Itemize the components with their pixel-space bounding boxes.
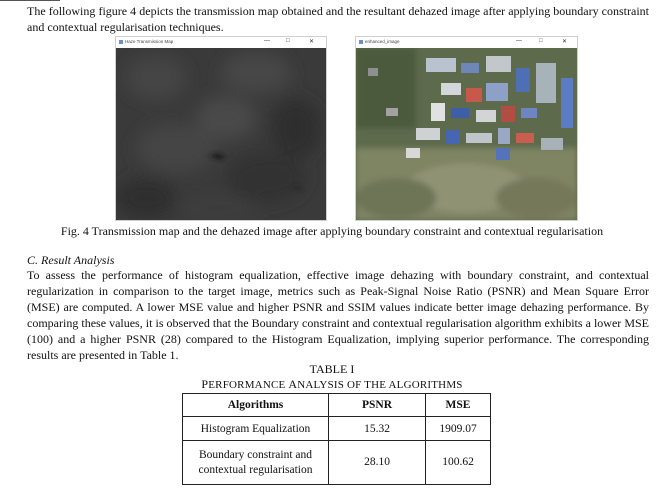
transmission-map-graphic xyxy=(116,48,326,220)
header-rule xyxy=(0,0,60,1)
maximize-icon[interactable]: □ xyxy=(286,38,290,44)
app-icon xyxy=(119,40,123,44)
transmission-map-image xyxy=(116,48,326,220)
table-header-row xyxy=(183,394,491,417)
window-title: enhanced_image xyxy=(365,39,400,44)
transmission-map-window[interactable] xyxy=(115,36,327,221)
psnr-cell: 28.10 xyxy=(329,441,426,485)
close-icon[interactable]: ✕ xyxy=(562,39,568,45)
close-icon[interactable]: ✕ xyxy=(309,39,315,45)
mse-cell: 1909.07 xyxy=(426,417,491,441)
table-name-initial: P xyxy=(201,377,209,391)
dehazed-image xyxy=(356,48,577,220)
header-psnr: PSNR xyxy=(329,394,426,417)
minimize-icon[interactable]: — xyxy=(516,38,522,44)
algorithm-cell: Histogram Equalization xyxy=(183,417,329,441)
table-label: TABLE I xyxy=(309,362,355,376)
minimize-icon[interactable]: — xyxy=(264,38,270,44)
header-mse: MSE xyxy=(426,394,491,417)
algorithm-cell: Boundary constraint and contextual regularisation xyxy=(183,441,329,485)
figure-caption: Fig. 4 Transmission map and the dehazed image after applying boundary constraint and contextual regularisation xyxy=(60,224,604,238)
table-row xyxy=(183,417,491,441)
header-algorithms: Algorithms xyxy=(183,394,329,417)
section-heading: C. Result Analysis xyxy=(27,253,115,267)
title-bar[interactable] xyxy=(356,37,577,48)
dehazed-aerial-graphic xyxy=(356,48,577,220)
app-icon xyxy=(359,40,363,44)
enhanced-image-window[interactable] xyxy=(355,36,578,221)
psnr-cell: 15.32 xyxy=(329,417,426,441)
table-name-part: ERFORMANCE xyxy=(208,379,289,391)
result-analysis-paragraph: To assess the performance of histogram equalization, effective image dehazing with boundary constraint, and contextual regularization in comparison to the target image, metrics such as Peak-Signal Noise Ratio (PSNR) and Mean Square Error (MSE) are computed. A lower MSE value and higher PSNR and SSIM values indicate better image dehazing performance. By comparing these values, it is observed that the Boundary constraint and contextual regularisation algorithm exhibits a lower MSE (100) and a higher PSNR (28) compared to the Histogram Equalization, implying superior performance. The corresponding results are presented in Table 1. xyxy=(27,268,649,362)
title-bar[interactable] xyxy=(116,37,326,48)
mse-cell: 100.62 xyxy=(426,441,491,485)
table-name-initial: A xyxy=(288,377,298,391)
results-table xyxy=(182,393,491,485)
intro-paragraph: The following figure 4 depicts the transmission map obtained and the resultant dehazed image after applying boundary constraint and contextual regularisation techniques. xyxy=(27,4,649,34)
table-name xyxy=(0,377,664,392)
window-title: Haze Transmission Map xyxy=(125,39,174,44)
table-name-part: NALYSIS OF THE ALGORITHMS xyxy=(297,379,463,391)
table-row xyxy=(183,441,491,485)
maximize-icon[interactable]: □ xyxy=(539,38,543,44)
